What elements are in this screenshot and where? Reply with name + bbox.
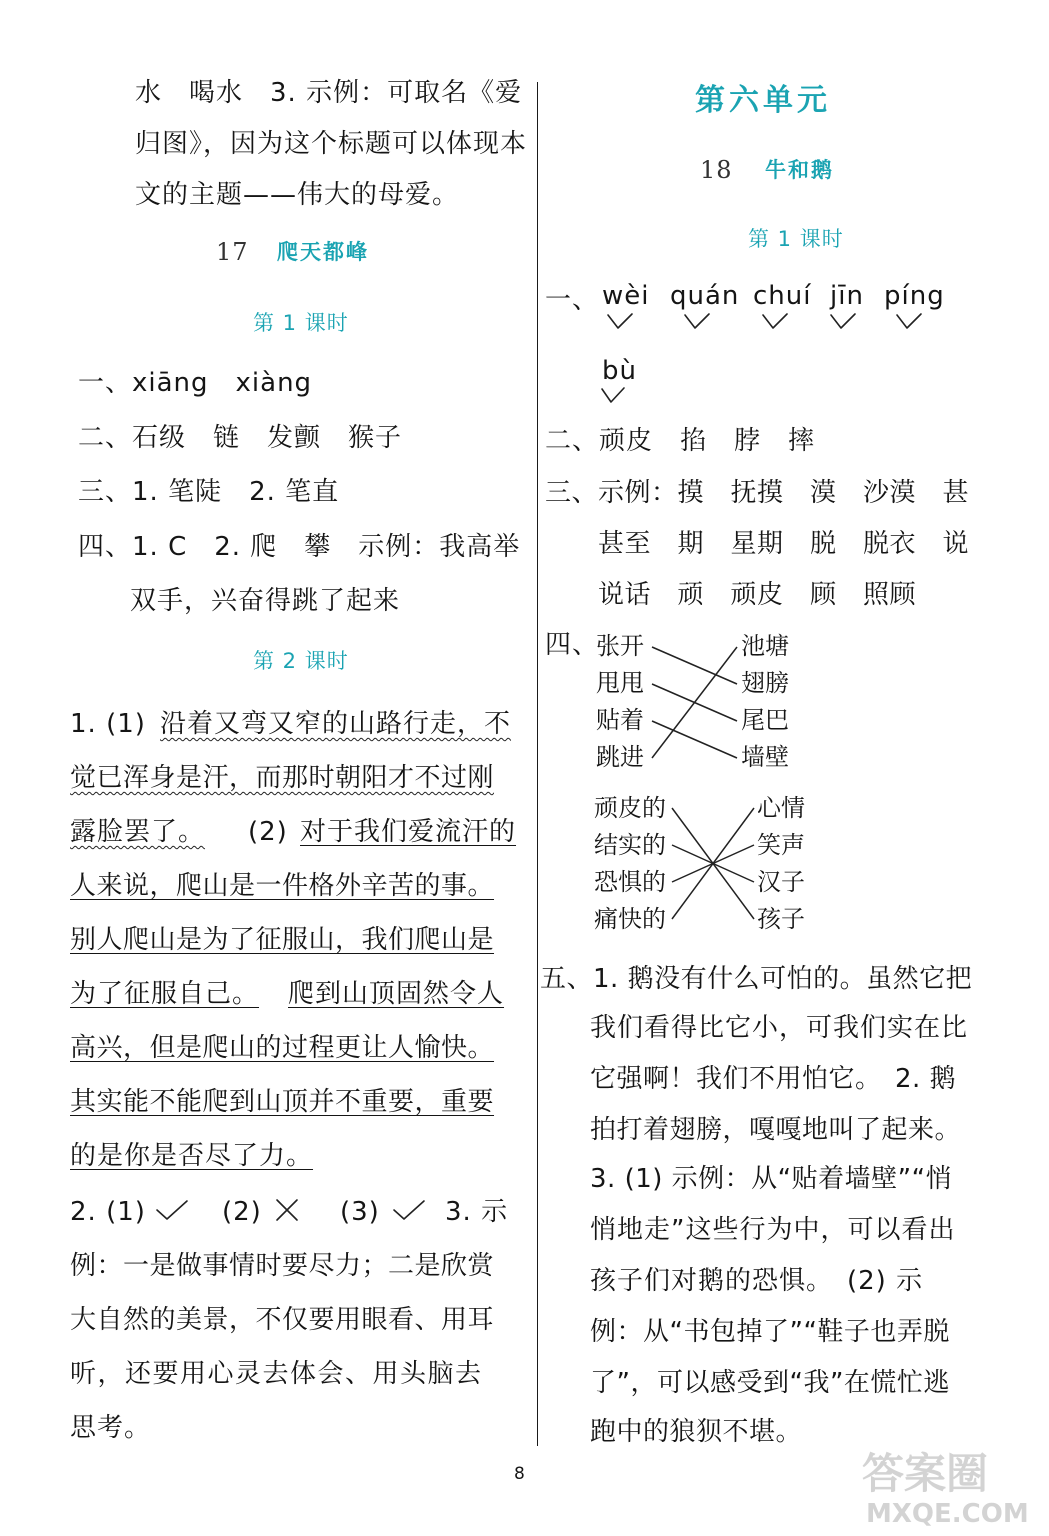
match-connector-line [652,721,737,758]
l18-q2: 二、顽皮 掐 脖 摔 [545,426,816,456]
match-2-right-word: 孩子 [757,905,805,933]
l18-q3-line-3: 说话 顽 顽皮 顾 照顾 [598,580,917,610]
check-mark-icon [829,312,857,330]
l17-p1-line-h: 其实能不能爬到山顶并不重要，重要 [70,1087,495,1117]
pinyin-6: bù [602,356,637,386]
match-1-right-word: 尾巴 [741,706,789,734]
l18-q5-line-g: 孩子们对鹅的恐惧。 (2) 示 [590,1266,924,1296]
pinyin-3: chuí [753,281,812,311]
lesson-18-number: 18 [700,156,733,184]
l17-p1-line-c2: 对于我们爱流汗的 [300,817,517,847]
check-mark-icon [155,1199,189,1221]
match-connector-line [672,845,754,882]
prev-answer-line-3: 文的主题——伟大的母爱。 [135,180,460,210]
l18-q5-line-a: 五、1. 鹅没有什么可怕的。虽然它把 [540,964,973,994]
l17-p1-prefix: 1. (1) [70,709,146,739]
match-connector-line [672,808,754,919]
l17-p1-line-f1: 为了征服自己。 [70,979,260,1009]
lesson-17-section-1: 第 1 课时 [253,311,349,335]
match-1-right-word: 墙壁 [741,743,789,771]
l17-p2-line-c: 大自然的美景，不仅要用眼看、用耳 [70,1305,495,1335]
l18-q5-line-b: 我们看得比它小，可我们实在比 [590,1013,969,1043]
match-2-left-word: 恐惧的 [594,868,666,896]
l18-q5-line-i: 了”，可以感受到“我”在慌忙逃 [590,1368,950,1398]
l17-p2-item-3: (3) [340,1197,380,1227]
check-mark-icon [761,312,789,330]
l18-q3-line-1: 三、示例：摸 抚摸 漠 沙漠 甚 [545,478,970,508]
l17-p1-line-f2: 爬到山顶固然令人 [288,979,505,1009]
match-connector-line [672,808,754,919]
pinyin-4: jīn [830,281,864,311]
match-1-right-word: 池塘 [741,632,789,660]
pinyin-2: quán [670,281,740,311]
lesson-17-title: 爬天都峰 [277,240,369,264]
match-1-right-word: 翅膀 [741,669,789,697]
l17-p1-line-c: 露脸罢了。 [70,817,206,847]
l17-p1-line-d: 人来说，爬山是一件格外辛苦的事。 [70,871,495,901]
l17-p2-item-2: (2) [222,1197,262,1227]
l17-p1-line-e: 别人爬山是为了征服山，我们爬山是 [70,925,495,955]
check-mark-icon [392,1199,426,1221]
cross-mark-icon [275,1198,299,1222]
match-2-right-word: 笑声 [757,831,805,859]
l18-q5-line-c: 它强啊！我们不用怕它。 2. 鹅 [590,1064,957,1094]
l17-p1-line-a: 沿着又弯又窄的山路行走，不 [160,709,512,739]
match-connector-line [652,647,737,684]
l18-q5-line-d: 拍打着翅膀，嘎嘎地叫了起来。 [590,1115,962,1145]
pinyin-5: píng [884,281,945,311]
column-divider [537,82,538,1446]
match-1-left-word: 张开 [596,632,644,660]
match-1-left-word: 贴着 [596,706,644,734]
check-mark-icon [895,312,923,330]
l18-q3-line-2: 甚至 期 星期 脱 脱衣 说 [598,529,970,559]
l18-q1-label: 一、 [545,285,600,315]
match-2-left-word: 顽皮的 [594,794,666,822]
match-connector-line [672,845,754,882]
l18-q5-line-e: 3. (1) 示例：从“贴着墙壁”“悄 [590,1164,953,1194]
prev-answer-line-1: 水 喝水 3. 示例：可取名《爱 [135,78,523,108]
match-1-left-word: 甩甩 [596,669,644,697]
l17-p2-item-1: 2. (1) [70,1197,146,1227]
match-connector-line [652,647,737,758]
page-number: 8 [514,1464,526,1484]
lesson-17-number: 17 [216,238,249,266]
lesson-18-section-1: 第 1 课时 [748,227,844,251]
l18-q5-line-j: 跑中的狼狈不堪。 [590,1417,803,1447]
l17-q3: 三、1. 笔陡 2. 笔直 [78,477,340,507]
match-1-left-word: 跳进 [596,743,644,771]
check-mark-icon [683,312,711,330]
l18-q5-line-h: 例：从“书包掉了”“鞋子也弄脱 [590,1317,950,1347]
pinyin-1: wèi [602,281,650,311]
unit-title: 第六单元 [695,83,831,118]
prev-answer-line-2: 归图》，因为这个标题可以体现本 [135,129,528,159]
lesson-18-title: 牛和鹅 [765,158,834,182]
lesson-17-section-2: 第 2 课时 [253,649,349,673]
l17-p2-line-d: 听，还要用心灵去体会、用头脑去 [70,1359,483,1389]
match-2-left-word: 结实的 [594,831,666,859]
svg-text:MXQE.COM: MXQE.COM [866,1499,1029,1529]
match-2-right-word: 汉子 [757,868,805,896]
l17-p1-part2-prefix: (2) [248,817,288,847]
l17-p1-line-i: 的是你是否尽了力。 [70,1141,314,1171]
l17-p1-line-b: 觉已浑身是汗，而那时朝阳才不过刚 [70,763,495,793]
l17-p2-line-e: 思考。 [70,1413,152,1443]
l17-p2-item-4: 3. 示 [445,1197,509,1227]
l17-q4-line-2: 双手，兴奋得跳了起来 [130,586,401,616]
check-mark-icon [606,312,634,330]
match-2-left-word: 痛快的 [594,905,666,933]
l17-p2-line-b: 例：一是做事情时要尽力；二是欣赏 [70,1251,495,1281]
l17-q4-line-1: 四、1. C 2. 爬 攀 示例：我高举 [78,532,521,562]
match-connector-line [652,684,737,721]
svg-text:答案圈: 答案圈 [862,1449,989,1498]
l17-q2: 二、石级 链 发颤 猴子 [78,423,403,453]
check-mark-icon [600,386,626,404]
watermark-logo [860,1442,1040,1530]
l17-q1: 一、xiāng xiàng [78,368,313,398]
match-2-right-word: 心情 [757,794,805,822]
l18-q5-line-f: 悄地走”这些行为中，可以看出 [590,1215,956,1245]
l18-q4-label: 四、 [545,630,600,660]
l17-p1-line-g: 高兴，但是爬山的过程更让人愉快。 [70,1033,495,1063]
